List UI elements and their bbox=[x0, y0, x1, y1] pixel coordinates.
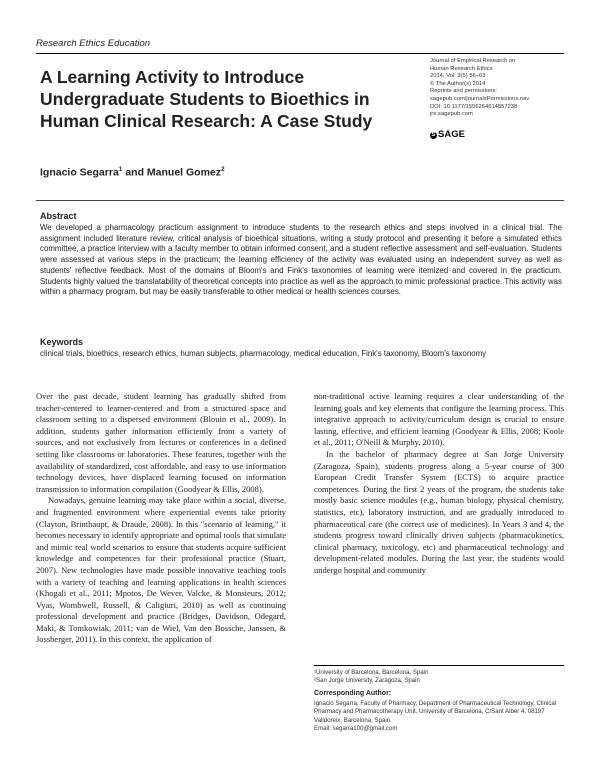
sage-logo bbox=[430, 129, 465, 140]
footnote: ²San Jorge University, Zaragoza, Spain bbox=[314, 677, 420, 685]
meta-line: 2014, Vol. 9(5) 56–63 bbox=[430, 73, 486, 80]
keywords-text: clinical trials, bioethics, research ethics, human subjects, pharmacology, medical education, Fink's taxonomy, Bloom's taxonomy bbox=[40, 349, 487, 358]
body-paragraph: Over the past decade, student learning has gradually shifted from teacher-centered to learner-centered and from a structured space and classroom setting to a dispersed environment (Blouin et al., 2009). In addition, students gather information efficiently from a variety of sources, and not exclusively from lectures or conferences in a defined setting like classrooms or laboratories. These features, together with the availability of standardized, cost affordable, and easy to use information technology devices, have displaced learning focused on information transmission to information compilation (Goodyear & Ellis, 2008). bbox=[36, 391, 286, 494]
keywords-heading: Keywords bbox=[40, 337, 84, 347]
meta-line: jre.sagepub.com bbox=[430, 111, 473, 118]
corresponding-author-email: Email: segarra100@gmail.com bbox=[314, 724, 398, 732]
abstract-text: We developed a pharmacology practicum assignment to introduce students to the research ethics and steps involved in a clinical trial. The assignment included literature review, critical analysis of bioethical situations, writing a study protocol and presenting it before a simulated ethics committee, a practice interview with a faculty member to obtain informed consent, and a student reflective assessment and self-evaluation. Students were assessed at various steps in the practicum; the learning efficiency of the activity was evaluated using an independent survey as well as students' reflective feedback. Most of the domains of Bloom's and Fink's taxonomies of learning were itemized and covered in the practicum. Students highly valued the translatability of theoretical concepts into practice as well as the approach to mimic professional practice. This activity was within a pharmacy program, but may be easily transferable to other medical or health sciences courses. bbox=[40, 223, 562, 297]
sage-symbol-icon: S bbox=[431, 132, 436, 138]
meta-line: Human Research Ethics bbox=[430, 65, 493, 72]
meta-line: DOI: 10.1177/1556264614557238 bbox=[430, 103, 518, 110]
article-title: A Learning Activity to Introduce Undergraduate Students to Bioethics in Human Clinical Research: A Case Study bbox=[40, 67, 373, 131]
footnote-rule bbox=[314, 665, 564, 666]
corresponding-author-heading: Corresponding Author: bbox=[314, 690, 392, 697]
abstract-heading: Abstract bbox=[40, 211, 77, 221]
affiliation-footnotes bbox=[314, 669, 566, 686]
body-column-right bbox=[314, 391, 564, 577]
affiliation-marker: 1 bbox=[118, 166, 123, 173]
body-paragraph: In the bachelor of pharmacy degree at San Jorge University (Zaragoza, Spain), students progress along a 5-year course of 300 European Credit Transfer System (ECTS) to acquire practice competences. During the first 2 years of the program, the students take mostly basic science modules (e.g., human biology, physical chemistry, statistics, etc), laboratory instruction, and are gradually introduced to pharmaceutical care (the correct use of medicines). In Years 3 and 4, the students progress toward clinically driven subjects (pharmacokinetics, clinical pharmacy, toxicology, etc) and pharmaceutical technology and development-related modules. During the last year, the students would undergo hospital and community bbox=[314, 448, 564, 575]
meta-line: Journal of Empirical Research on bbox=[430, 58, 516, 64]
corresponding-author-details bbox=[314, 700, 566, 733]
author-joiner: and bbox=[122, 166, 147, 179]
sage-logo-text: SAGE bbox=[438, 129, 465, 140]
meta-line: sagepub.com/journalsPermissions.nav bbox=[430, 95, 530, 102]
meta-line: Reprints and permissions: bbox=[430, 88, 498, 95]
author-name: Ignacio Segarra bbox=[40, 166, 119, 179]
author-name: Manuel Gomez bbox=[146, 166, 222, 179]
header-rule bbox=[36, 53, 564, 54]
corresponding-author-address: Ignacio Segarra, Faculty of Pharmacy, Department of Pharmaceutical Technology, Clinical Pharmacy and Pharmacotherapy Unit, University of Barcelona, C/Sant Alber 4, 08197 Valldoreix, Barcelona, Spain. bbox=[314, 700, 557, 724]
section-rule bbox=[36, 200, 564, 201]
footnote: ¹University of Barcelona, Barcelona, Spain bbox=[314, 669, 429, 676]
affiliation-marker: 2 bbox=[221, 166, 225, 173]
body-paragraph: non-traditional active learning requires a clear understanding of the learning goals and key elements that configure the learning process. This integrative approach to activity/curriculum design is crucial to ensure lasting, effective, and efficient learning (Goodyear & Ellis, 2008; Koole et al., 2011; O'Neill & Murphy, 2010). bbox=[314, 391, 564, 448]
meta-line: © The Author(s) 2014 bbox=[430, 80, 486, 87]
journal-section-name: Research Ethics Education bbox=[36, 38, 151, 49]
journal-metadata bbox=[430, 58, 570, 119]
author-list bbox=[40, 166, 225, 179]
body-paragraph: Nowadays, genuine learning may take place within a social, diverse, and fragmented environment where experiential events take priority (Clayton, Brinthaupt, & Draude, 2008). In this "scenario of learning," it becomes necessary to identify appropriate and optimal tools that simulate and mimic real world scenarios to ensure that students acquire sufficient knowledge and competences for their professional practice (Stuart, 2007). New technologies have made possible innovative teaching tools with a variety of teaching and learning applications in health sciences (Khogali et al., 2011; Mpotos, De Wever, Valcke, & Monsieurs, 2012; Vyas, Wombwell, Russell, & Caligiuri, 2010) as well as continuing professional development and practice (Bridges, Davidson, Odegard, Maki, & Tomkowiak, 2011; van de Wiel, Van den Bossche, Janssen, & Jossberger, 2011). In this context, the application of bbox=[36, 495, 286, 645]
body-column-left bbox=[36, 391, 286, 646]
